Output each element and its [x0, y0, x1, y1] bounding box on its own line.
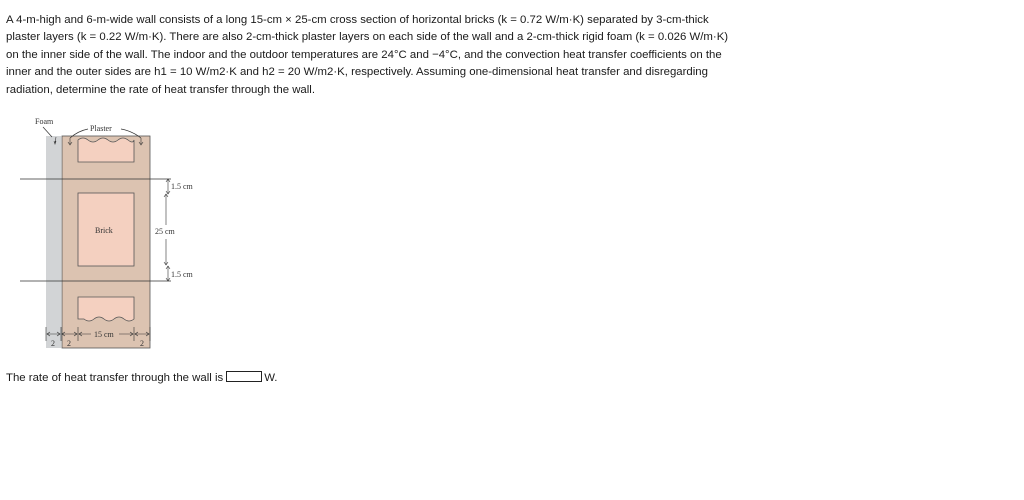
dim-2b: 2: [67, 339, 71, 348]
wall-diagram: [16, 113, 216, 358]
brick-bottom: [78, 297, 134, 321]
problem-statement: [6, 12, 736, 99]
dim-middle-arrow-down: [164, 239, 168, 265]
dim-top-arrow: [166, 179, 170, 194]
brick-label: Brick: [95, 226, 113, 235]
dim-2a: 2: [51, 339, 55, 348]
answer-line: [6, 370, 277, 386]
dim-bottom-label: 1.5 cm: [171, 270, 193, 279]
foam-layer: [46, 136, 61, 348]
dim-middle-arrow-up: [164, 194, 168, 225]
brick-top: [78, 138, 134, 162]
plaster-label: Plaster: [90, 124, 112, 133]
dim-top-label: 1.5 cm: [171, 182, 193, 191]
answer-input[interactable]: [226, 371, 262, 382]
wall-diagram-svg: [16, 113, 216, 358]
dim-2c: 2: [140, 339, 144, 348]
foam-label: Foam: [35, 117, 54, 126]
problem-text: A 4-m-high and 6-m-wide wall consists of a long 15-cm × 25-cm cross section of horizontal bricks (k = 0.72 W/m·K) separated by 3-cm-thick plaster layers (k = 0.22 W/m·K). There are also 2-cm-thick plaster layers on each side of the wall and a 2-cm-thick rigid foam (k = 0.026 W/m·K) on the inner side of the wall. The indoor and the outdoor temperatures are 24°C and −4°C, and the convection heat transfer coefficients on the inner and the outer sides are h1 = 10 W/m2·K and h2 = 20 W/m2·K, respectively. Assuming one-dimensional heat transfer and disregarding radiation, determine the rate of heat transfer through the wall.: [6, 14, 729, 96]
dim-middle-label: 25 cm: [155, 227, 175, 236]
foam-leader: [43, 127, 52, 137]
dim-width-label: 15 cm: [94, 330, 114, 339]
answer-unit: W.: [264, 372, 278, 384]
answer-prefix: The rate of heat transfer through the wall is: [6, 372, 224, 384]
dim-bottom-arrow: [166, 266, 170, 281]
